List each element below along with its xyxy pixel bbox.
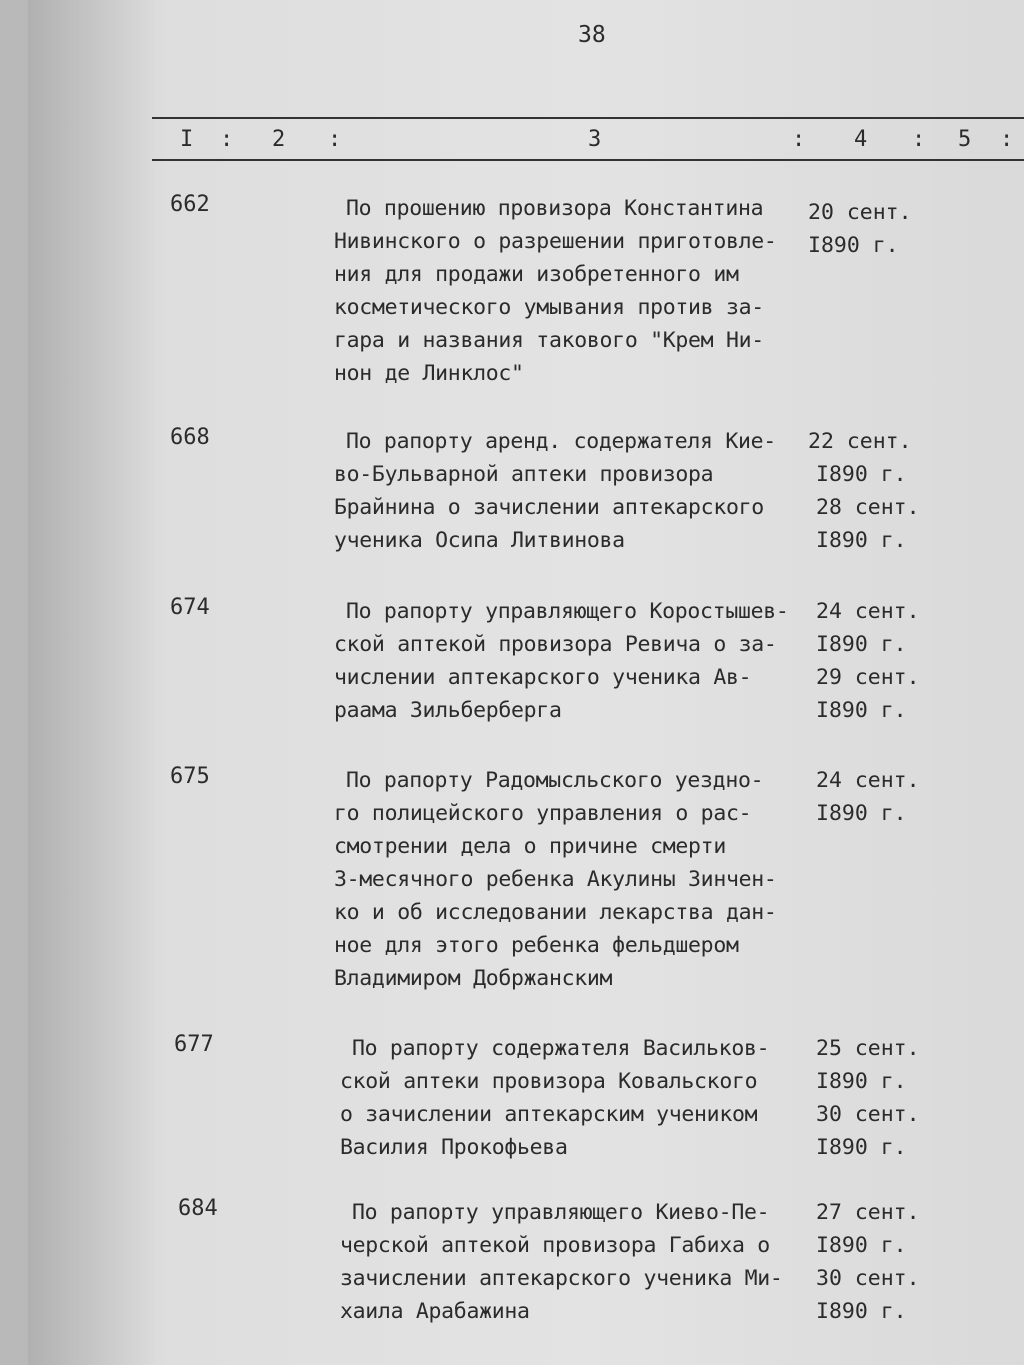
entry-text-line: По рапорту Радомысльского уездно- xyxy=(346,768,764,793)
entry-text-line: косметического умывания против за- xyxy=(334,295,764,320)
entry-date: 25 сент. xyxy=(816,1036,920,1061)
entry-date: I890 г. xyxy=(808,233,899,258)
header-col-5: 5 xyxy=(958,127,972,152)
entry-text-line: зачислении аптекарского ученика Ми- xyxy=(340,1266,783,1291)
page-shadow xyxy=(28,0,158,1365)
entry-date: 30 сент. xyxy=(816,1266,920,1291)
entry-number: 675 xyxy=(170,764,210,789)
entry-text-line: По рапорту управляющего Коростышев- xyxy=(346,599,789,624)
entry-text-line: По рапорту управляющего Киево-Пе- xyxy=(352,1200,770,1225)
entry-text-line: ученика Осипа Литвинова xyxy=(334,528,625,553)
entry-text-line: о зачислении аптекарским учеником xyxy=(340,1102,758,1127)
header-bottom-rule xyxy=(152,159,1024,161)
entry-date: I890 г. xyxy=(816,1135,907,1160)
entry-number: 674 xyxy=(170,595,210,620)
entry-text-line: во-Бульварной аптеки провизора xyxy=(334,462,714,487)
entry-date: I890 г. xyxy=(816,698,907,723)
header-sep: : xyxy=(220,127,234,152)
entry-date: 28 сент. xyxy=(816,495,920,520)
entry-date: 24 сент. xyxy=(816,768,920,793)
entry-date: 29 сент. xyxy=(816,665,920,690)
entry-text-line: Владимиром Добржанским xyxy=(334,966,613,991)
entry-text-line: ния для продажи изобретенного им xyxy=(334,262,739,287)
entry-text-line: ской аптекой провизора Ревича о за- xyxy=(334,632,777,657)
entry-date: I890 г. xyxy=(816,1069,907,1094)
entry-text-line: По прошению провизора Константина xyxy=(346,196,764,221)
entry-text-line: ской аптеки провизора Ковальского xyxy=(340,1069,758,1094)
entry-date: 22 сент. xyxy=(808,429,912,454)
entry-date: I890 г. xyxy=(816,632,907,657)
entry-text-line: черской аптекой провизора Габиха о xyxy=(340,1233,770,1258)
entry-date: 30 сент. xyxy=(816,1102,920,1127)
entry-date: I890 г. xyxy=(816,1233,907,1258)
header-sep: : xyxy=(1000,127,1014,152)
header-col-3: 3 xyxy=(588,127,602,152)
header-col-4: 4 xyxy=(854,127,868,152)
header-col-2: 2 xyxy=(272,127,286,152)
entry-text-line: раама Зильберберга xyxy=(334,698,562,723)
entry-text-line: Брайнина о зачислении аптекарского xyxy=(334,495,764,520)
entry-text-line: нон де Линклос" xyxy=(334,361,524,386)
table-header xyxy=(0,127,1024,157)
entry-text-line: ко и об исследовании лекарства дан- xyxy=(334,900,777,925)
entry-text-line: Нивинского о разрешении приготовле- xyxy=(334,229,777,254)
entry-text-line: го полицейского управления о рас- xyxy=(334,801,752,826)
entry-text-line: гара и названия такового "Крем Ни- xyxy=(334,328,764,353)
header-top-rule xyxy=(152,117,1024,119)
header-sep: : xyxy=(792,127,806,152)
entry-number: 662 xyxy=(170,192,210,217)
page-number: 38 xyxy=(578,22,606,48)
entry-text-line: хаила Арабажина xyxy=(340,1299,530,1324)
entry-date: I890 г. xyxy=(816,801,907,826)
entry-number: 684 xyxy=(178,1196,218,1221)
entry-date: 24 сент. xyxy=(816,599,920,624)
header-col-1: I xyxy=(180,127,194,152)
entry-text-line: смотрении дела о причине смерти xyxy=(334,834,726,859)
entry-text-line: По рапорту аренд. содержателя Кие- xyxy=(346,429,776,454)
entry-text-line: 3-месячного ребенка Акулины Зинчен- xyxy=(334,867,777,892)
entry-text-line: числении аптекарского ученика Ав- xyxy=(334,665,752,690)
entry-text-line: ное для этого ребенка фельдшером xyxy=(334,933,739,958)
entry-date: 20 сент. xyxy=(808,200,912,225)
entry-text-line: По рапорту содержателя Васильков- xyxy=(352,1036,770,1061)
entry-date: I890 г. xyxy=(816,1299,907,1324)
entry-number: 677 xyxy=(174,1032,214,1057)
header-sep: : xyxy=(912,127,926,152)
entry-date: 27 сент. xyxy=(816,1200,920,1225)
entry-date: I890 г. xyxy=(816,462,907,487)
entry-number: 668 xyxy=(170,425,210,450)
entry-text-line: Василия Прокофьева xyxy=(340,1135,568,1160)
header-sep: : xyxy=(328,127,342,152)
entry-date: I890 г. xyxy=(816,528,907,553)
